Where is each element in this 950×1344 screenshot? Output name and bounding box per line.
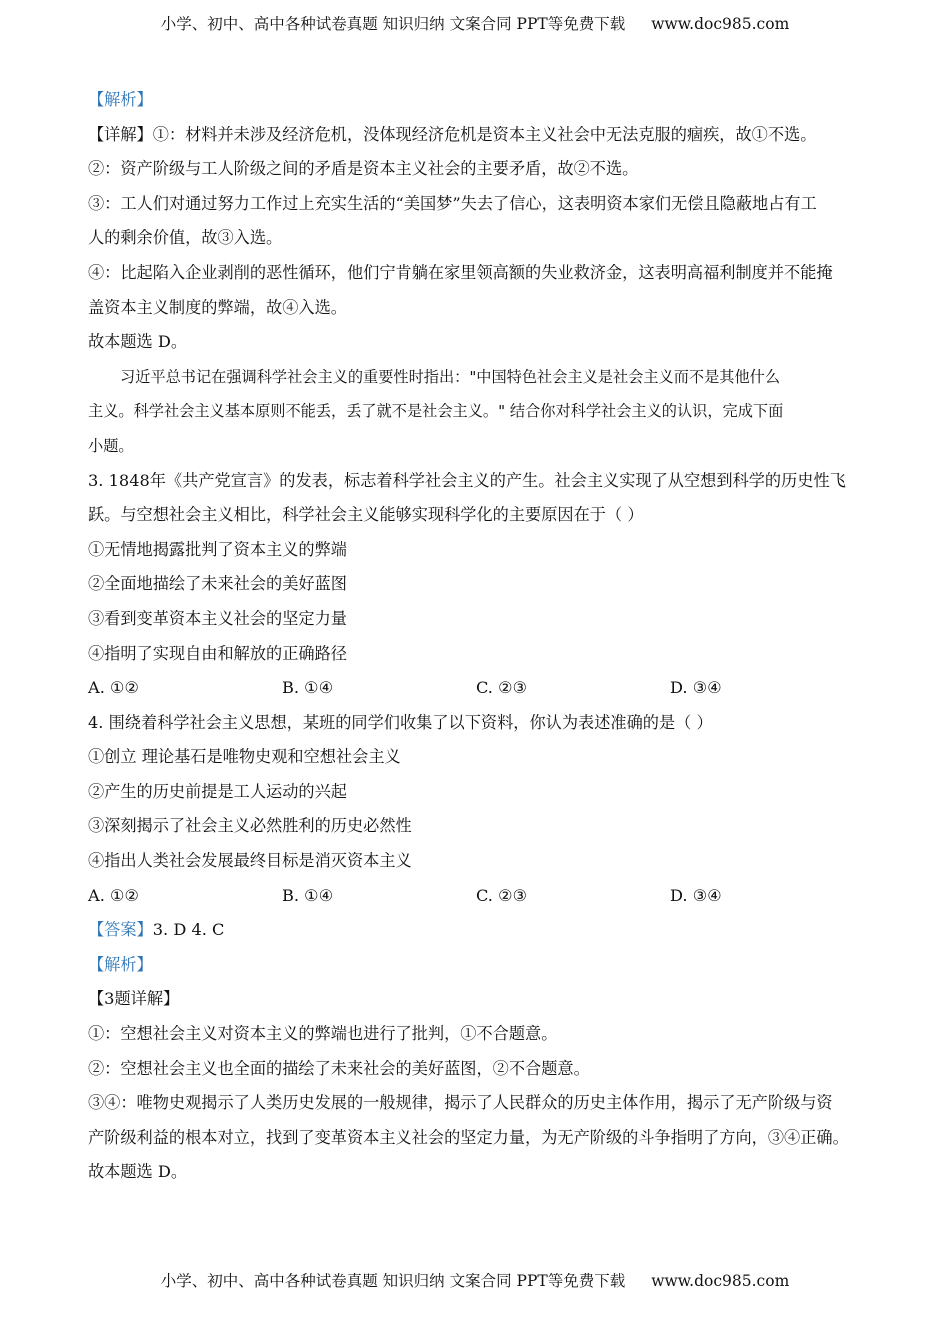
detail3-tag: 【3题详解】: [88, 989, 180, 1009]
q3-option-d[interactable]: D. ③④: [670, 678, 722, 698]
answer-tag: 【答案】: [88, 920, 153, 940]
q4-item-4: ④指出人类社会发展最终目标是消灭资本主义: [88, 851, 412, 871]
header-url[interactable]: www.doc985.com: [651, 15, 790, 33]
q3-line-2: 跃。与空想社会主义相比，科学社会主义能够实现科学化的主要原因在于（ ）: [88, 505, 644, 525]
q3-item-1: ①无情地揭露批判了资本主义的弊端: [88, 539, 347, 559]
detail3-line-4: 产阶级利益的根本对立，找到了变革资本主义社会的坚定力量，为无产阶级的斗争指明了方向，③④正确。: [88, 1127, 849, 1147]
page-footer: [0, 1269, 950, 1291]
detail3-line-3: ③④：唯物史观揭示了人类历史发展的一般规律，揭示了人民群众的历史主体作用，揭示了无产阶级与资: [88, 1093, 833, 1113]
detail3-line-2: ②：空想社会主义也全面的描绘了未来社会的美好蓝图，②不合题意。: [88, 1058, 590, 1078]
q3-item-4: ④指明了实现自由和解放的正确路径: [88, 643, 347, 663]
q3-line-1: 3. 1848年《共产党宣言》的发表，标志着科学社会主义的产生。社会主义实现了从空想到科学的历史性飞: [88, 470, 846, 490]
detail-line-4a: ④：比起陷入企业剥削的恶性循环，他们宁肯躺在家里领高额的失业救济金，这表明高福利制度并不能掩: [88, 262, 833, 282]
q3-options: [88, 676, 878, 711]
detail-tag-1: 【详解】: [88, 124, 153, 144]
q3-option-b[interactable]: B. ①④: [282, 678, 334, 698]
detail-line-1: [88, 123, 878, 158]
q4-option-d[interactable]: D. ③④: [670, 885, 722, 905]
q3-option-c[interactable]: C. ②③: [476, 678, 528, 698]
q4-item-3: ③深刻揭示了社会主义必然胜利的历史必然性: [88, 816, 412, 836]
document-body: [88, 88, 878, 1195]
q4-option-a[interactable]: A. ①②: [88, 885, 140, 905]
stem-line-3: 小题。: [88, 436, 134, 455]
detail-line-3b: 人的剩余价值，故③入选。: [88, 228, 283, 248]
detail-line-3a: ③：工人们对通过努力工作过上充实生活的“美国梦”失去了信心，这表明资本家们无偿且隐蔽地占有工: [88, 193, 817, 213]
q4-line-1: 4. 围绕着科学社会主义思想，某班的同学们收集了以下资料，你认为表述准确的是（ ）: [88, 712, 713, 732]
answer-line: [88, 918, 878, 953]
q3-item-2: ②全面地描绘了未来社会的美好蓝图: [88, 574, 347, 594]
detail3-line-5: 故本题选 D。: [88, 1162, 188, 1182]
q4-option-b[interactable]: B. ①④: [282, 885, 334, 905]
q4-item-1: ①创立 理论基石是唯物史观和空想社会主义: [88, 747, 401, 767]
conclusion-1: 故本题选 D。: [88, 332, 188, 352]
q4-option-c[interactable]: C. ②③: [476, 885, 528, 905]
detail-line-2: ②：资产阶级与工人阶级之间的矛盾是资本主义社会的主要矛盾，故②不选。: [88, 159, 639, 179]
detail-text-1: ①：材料并未涉及经济危机，没体现经济危机是资本主义社会中无法克服的痼疾，故①不选。: [152, 124, 817, 144]
q3-option-a[interactable]: A. ①②: [88, 678, 140, 698]
detail-line-4b: 盖资本主义制度的弊端，故④入选。: [88, 297, 347, 317]
page-header: [0, 12, 950, 34]
header-text: 小学、初中、高中各种试卷真题 知识归纳 文案合同 PPT等免费下载: [160, 15, 626, 33]
analysis-tag-1: 【解析】: [88, 90, 153, 109]
footer-text: 小学、初中、高中各种试卷真题 知识归纳 文案合同 PPT等免费下载: [160, 1272, 626, 1290]
footer-url[interactable]: www.doc985.com: [651, 1272, 790, 1290]
answer-text: 3. D 4. C: [152, 920, 225, 940]
stem-line-2: 主义。科学社会主义基本原则不能丢，丢了就不是社会主义。" 结合你对科学社会主义的认识，完成下面: [88, 402, 784, 421]
stem-line-1: 习近平总书记在强调科学社会主义的重要性时指出："中国特色社会主义是社会主义而不是其他什么: [120, 367, 781, 386]
detail3-line-1: ①：空想社会主义对资本主义的弊端也进行了批判，①不合题意。: [88, 1024, 558, 1044]
q4-item-2: ②产生的历史前提是工人运动的兴起: [88, 781, 347, 801]
q3-item-3: ③看到变革资本主义社会的坚定力量: [88, 608, 347, 628]
q4-options: [88, 884, 878, 919]
analysis-tag-2: 【解析】: [88, 954, 153, 974]
